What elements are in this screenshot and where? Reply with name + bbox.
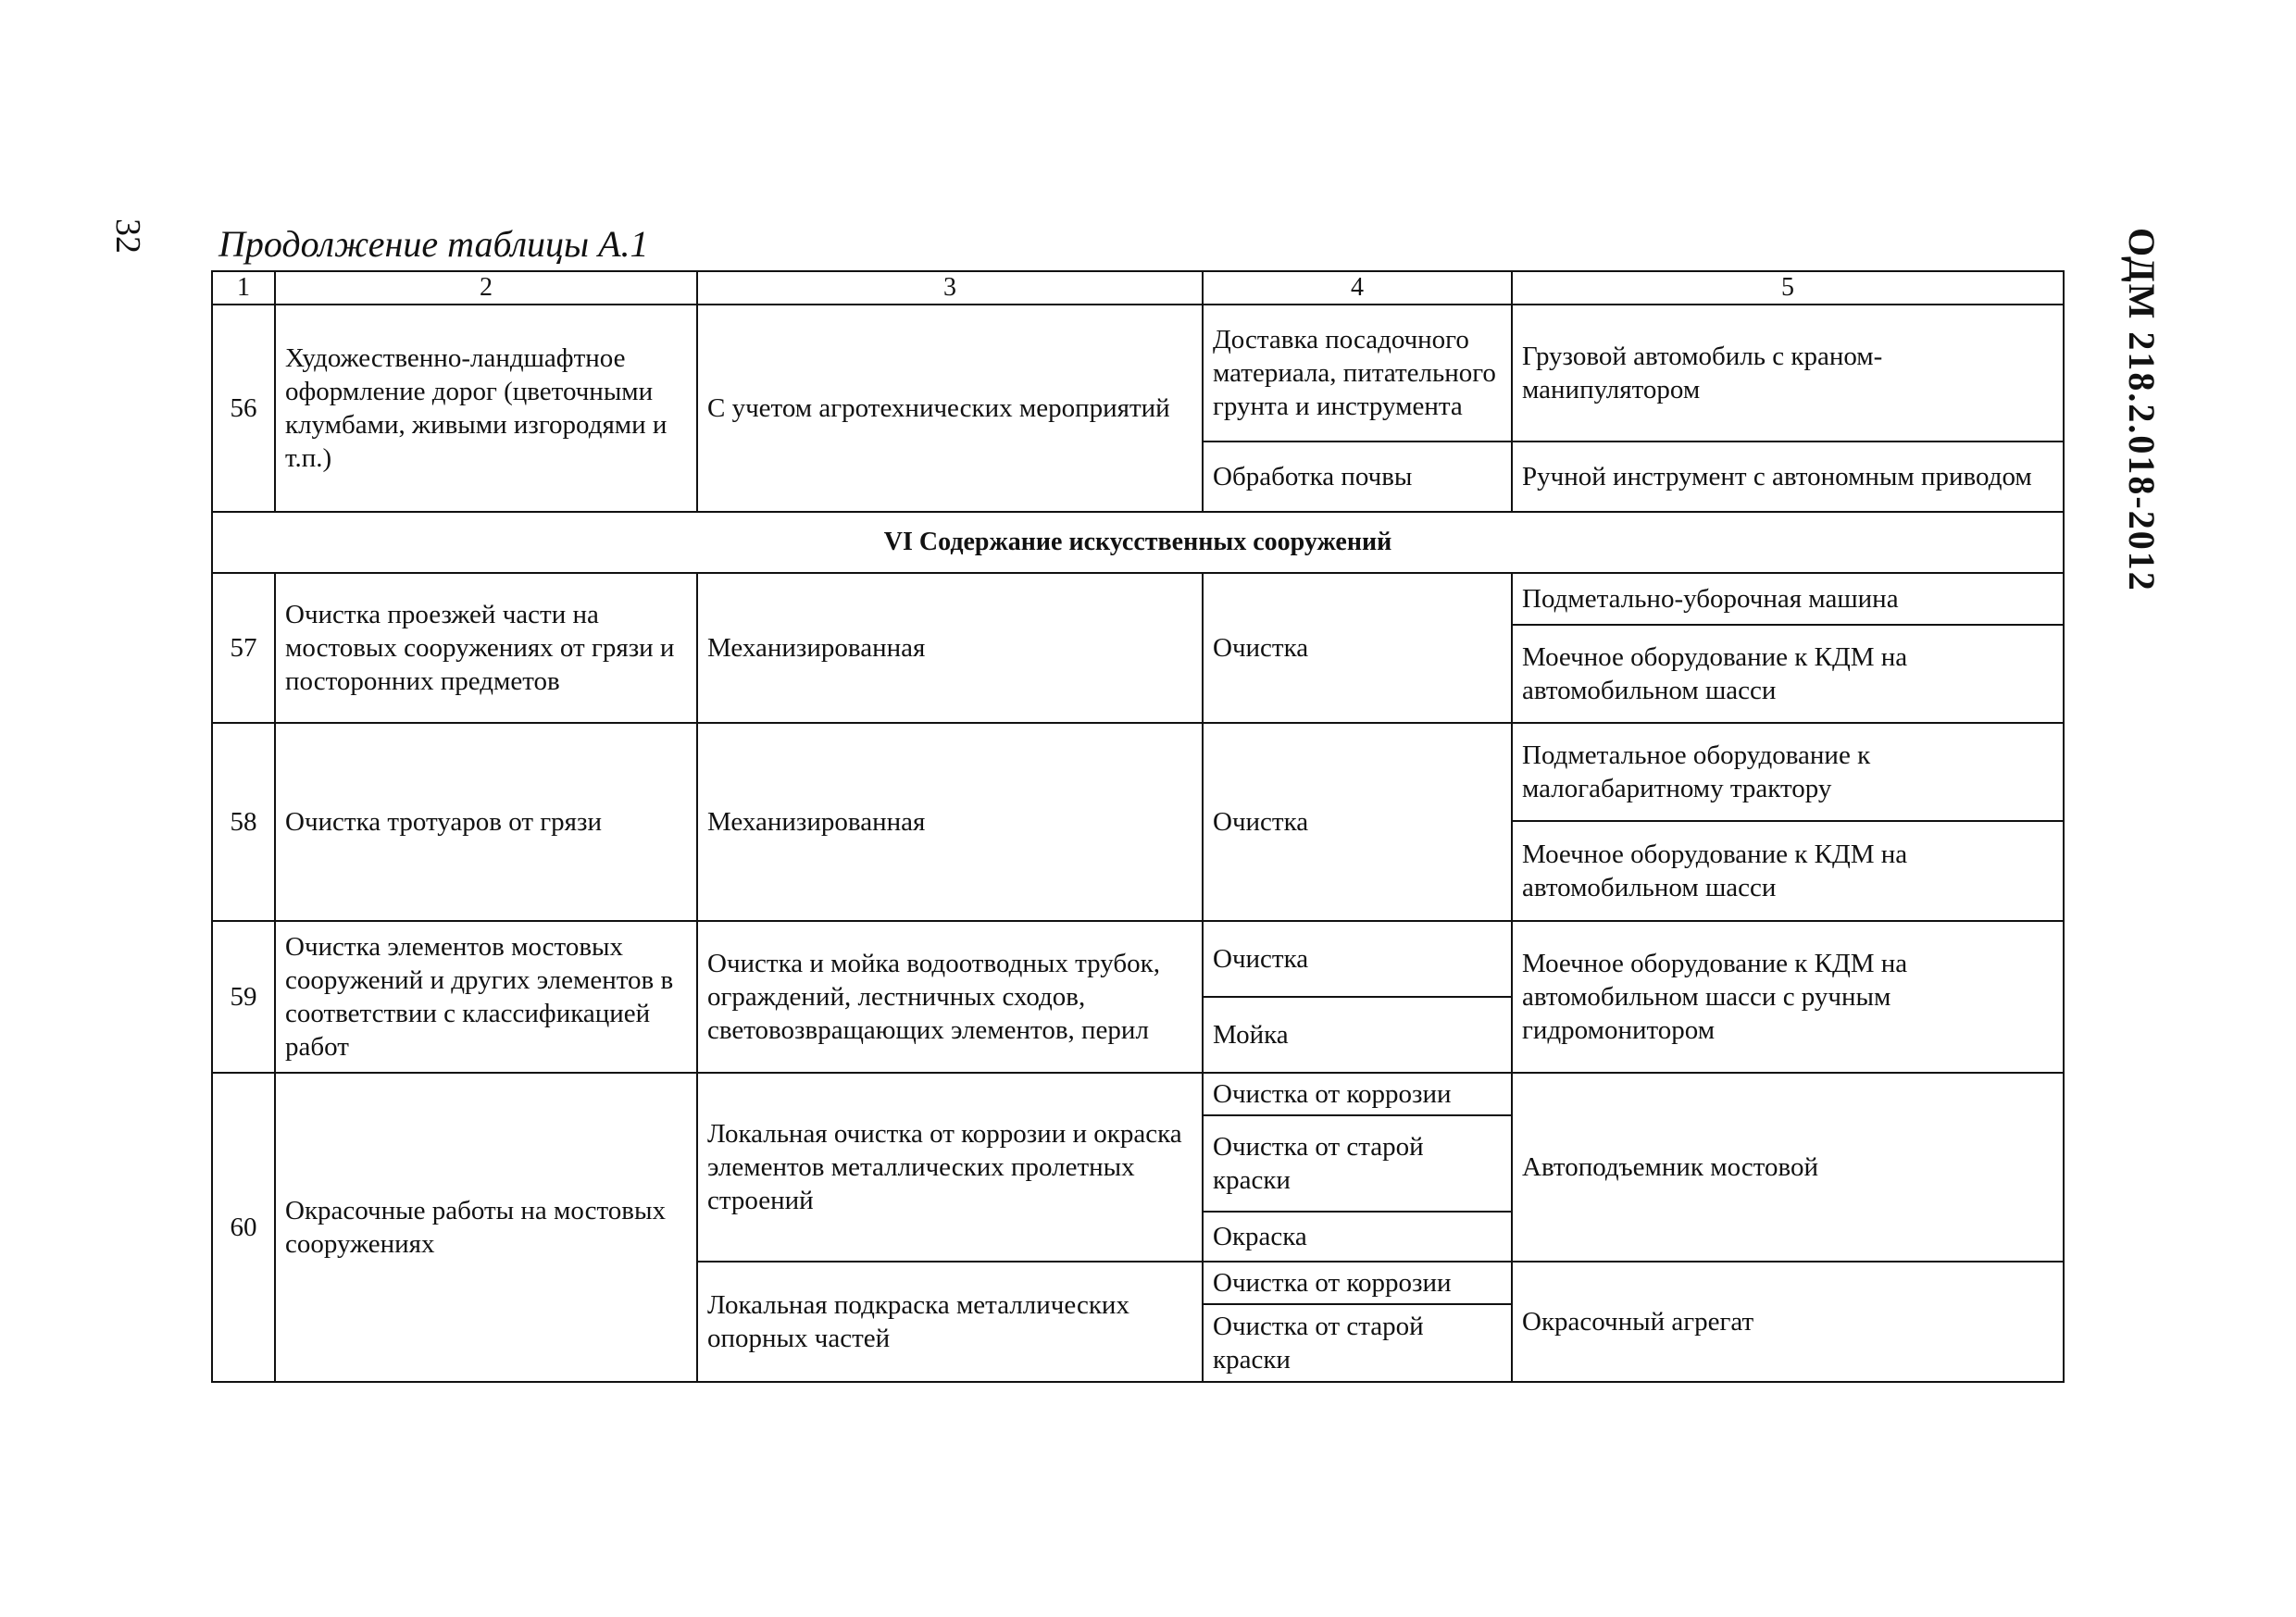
operation-cell: Очистка от коррозии (1203, 1073, 1512, 1115)
equipment-cell: Моечное оборудование к КДМ на автомобильном шасси (1512, 625, 2064, 723)
work-cell: Очистка тротуаров от грязи (275, 723, 697, 921)
table-row (212, 723, 2064, 821)
equipment-cell: Подметально-уборочная машина (1512, 573, 2064, 625)
operation-cell: Окраска (1203, 1212, 1512, 1262)
operation-cell: Очистка (1203, 723, 1512, 921)
page-number: 32 (108, 218, 147, 254)
equipment-cell: Ручной инструмент с автономным приводом (1512, 442, 2064, 512)
header-cell: 1 (212, 271, 275, 305)
operation-cell: Очистка от коррозии (1203, 1262, 1512, 1304)
work-cell: Очистка элементов мостовых сооружений и других элементов в соответствии с классификацией работ (275, 921, 697, 1073)
page-title: Продолжение таблицы А.1 (218, 223, 649, 265)
row-number: 60 (212, 1073, 275, 1382)
row-number: 58 (212, 723, 275, 921)
work-cell: Художественно-ландшафтное оформление дорог (цветочными клумбами, живыми изгородями и т.п.) (275, 305, 697, 512)
table-row (212, 573, 2064, 625)
section-heading: VI Содержание искусственных сооружений (212, 512, 2064, 573)
method-cell: Локальная подкраска металлических опорных частей (697, 1262, 1203, 1382)
equipment-cell: Моечное оборудование к КДМ на автомобильном шасси (1512, 821, 2064, 921)
method-cell: Локальная очистка от коррозии и окраска элементов металлических пролетных строений (697, 1073, 1203, 1262)
table-row (212, 921, 2064, 997)
document-code: ОДМ 218.2.018-2012 (2121, 228, 2163, 592)
section-row (212, 512, 2064, 573)
method-cell: Очистка и мойка водоотводных трубок, ограждений, лестничных сходов, световозвращающих элементов, перил (697, 921, 1203, 1073)
operation-cell: Доставка посадочного материала, питательного грунта и инструмента (1203, 305, 1512, 442)
equipment-cell: Подметальное оборудование к малогабаритному трактору (1512, 723, 2064, 821)
equipment-cell: Окрасочный агрегат (1512, 1262, 2064, 1382)
row-number: 56 (212, 305, 275, 512)
row-number: 59 (212, 921, 275, 1073)
method-cell: Механизированная (697, 573, 1203, 723)
header-cell: 5 (1512, 271, 2064, 305)
table-row (212, 1073, 2064, 1115)
row-number: 57 (212, 573, 275, 723)
operation-cell: Очистка (1203, 573, 1512, 723)
operation-cell: Очистка от старой краски (1203, 1115, 1512, 1212)
equipment-cell: Автоподъемник мостовой (1512, 1073, 2064, 1262)
operation-cell: Мойка (1203, 997, 1512, 1073)
equipment-table (211, 270, 2065, 1383)
header-cell: 3 (697, 271, 1203, 305)
header-row (212, 271, 2064, 305)
equipment-cell: Грузовой автомобиль с краном-манипулятором (1512, 305, 2064, 442)
operation-cell: Очистка от старой краски (1203, 1304, 1512, 1382)
header-cell: 4 (1203, 271, 1512, 305)
work-cell: Окрасочные работы на мостовых сооружениях (275, 1073, 697, 1382)
table-row (212, 305, 2064, 442)
operation-cell: Очистка (1203, 921, 1512, 997)
header-cell: 2 (275, 271, 697, 305)
operation-cell: Обработка почвы (1203, 442, 1512, 512)
method-cell: Механизированная (697, 723, 1203, 921)
equipment-cell: Моечное оборудование к КДМ на автомобильном шасси с ручным гидромонитором (1512, 921, 2064, 1073)
method-cell: С учетом агротехнических мероприятий (697, 305, 1203, 512)
work-cell: Очистка проезжей части на мостовых сооружениях от грязи и посторонних предметов (275, 573, 697, 723)
